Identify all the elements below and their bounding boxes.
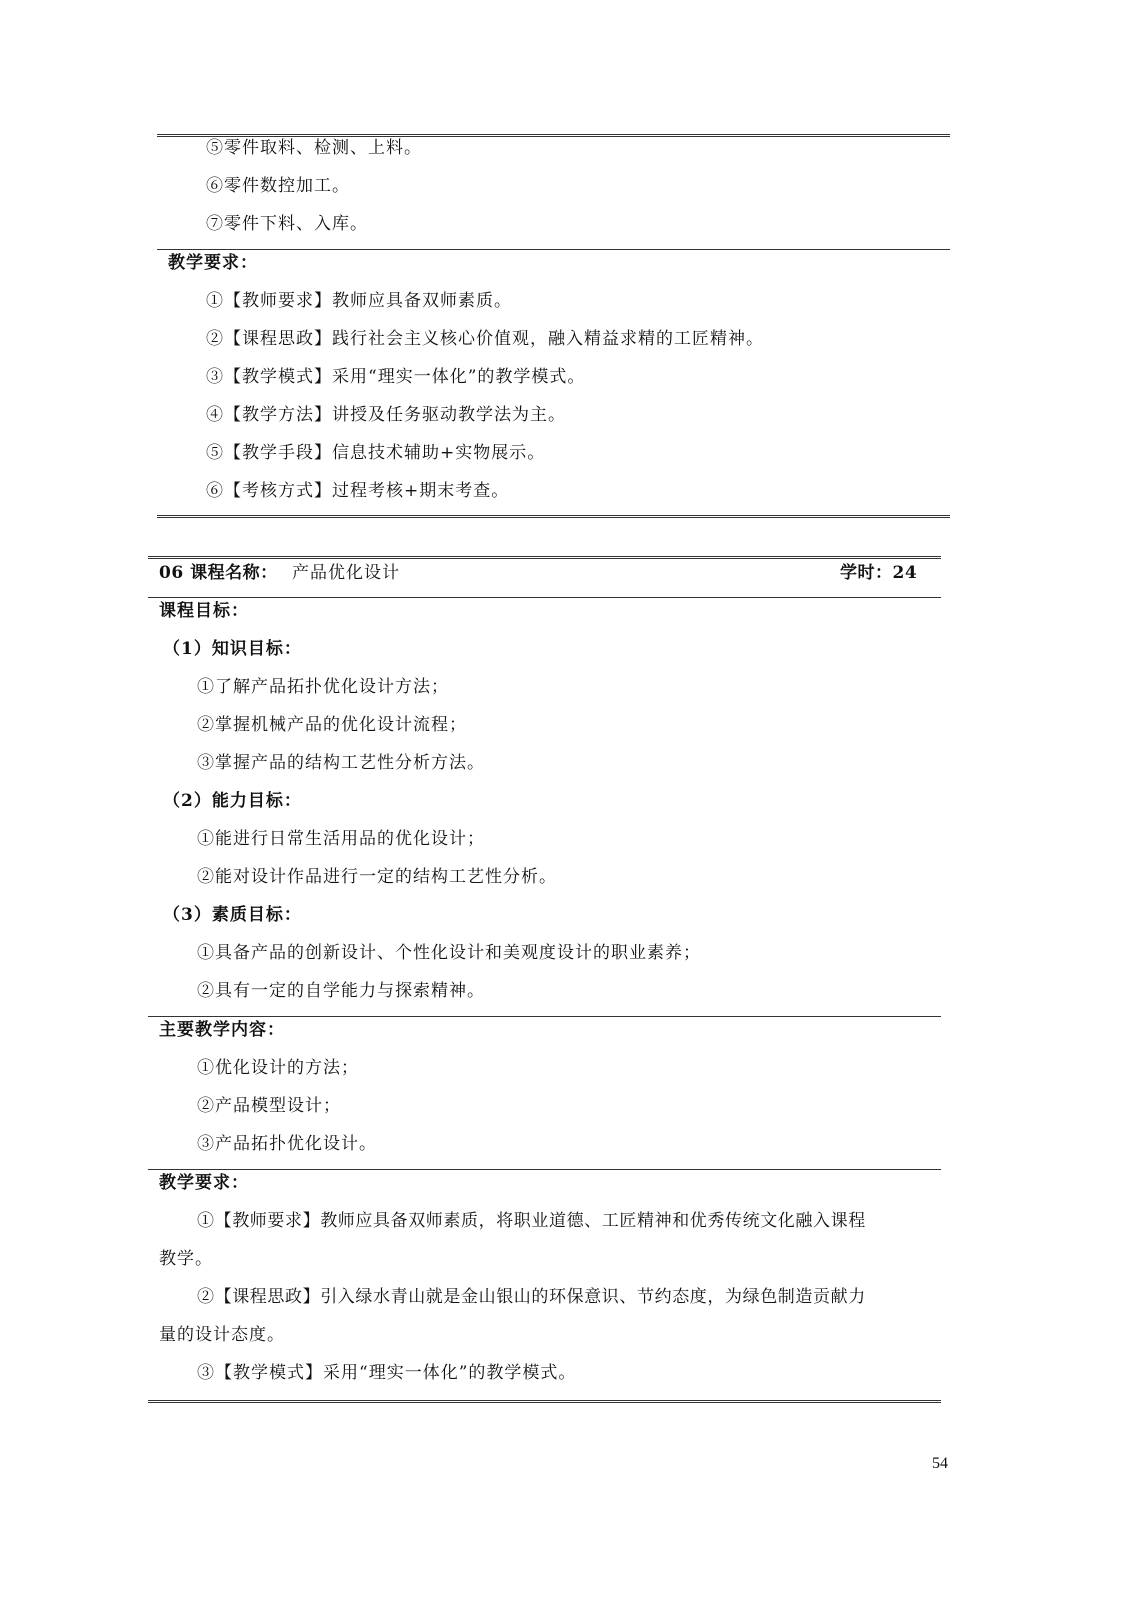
list-item: ③产品拓扑优化设计。	[197, 1134, 377, 1154]
course-name: 产品优化设计	[292, 563, 400, 583]
list-item: ②【课程思政】践行社会主义核心价值观，融入精益求精的工匠精神。	[206, 329, 764, 349]
table-bottom-rule	[157, 515, 950, 518]
list-item: ②能对设计作品进行一定的结构工艺性分析。	[197, 867, 557, 887]
requirement-line: 教学。	[159, 1249, 213, 1269]
teaching-requirements-heading: 教学要求：	[168, 253, 258, 273]
row-divider	[148, 1169, 941, 1170]
requirement-line: ①【教师要求】教师应具备双师素质，将职业道德、工匠精神和优秀传统文化融入课程	[197, 1211, 866, 1231]
page-number: 54	[932, 1455, 948, 1472]
quality-heading: （3）素质目标：	[163, 905, 302, 925]
course-hours: 学时：24	[840, 563, 918, 583]
list-item: ⑤【教学手段】信息技术辅助+实物展示。	[206, 443, 546, 463]
course-table-bottom-rule	[148, 1400, 941, 1403]
list-item: ①优化设计的方法；	[197, 1058, 359, 1078]
requirement-line: ②【课程思政】引入绿水青山就是金山银山的环保意识、节约态度，为绿色制造贡献力	[197, 1287, 866, 1307]
list-item: ①【教师要求】教师应具备双师素质。	[206, 291, 512, 311]
list-item: ②产品模型设计；	[197, 1096, 341, 1116]
objectives-heading: 课程目标：	[159, 601, 249, 621]
content-heading: 主要教学内容：	[159, 1020, 285, 1040]
ability-heading: （2）能力目标：	[163, 791, 302, 811]
list-item: ②具有一定的自学能力与探索精神。	[197, 981, 485, 1001]
requirement-line: ③【教学模式】采用“理实一体化”的教学模式。	[197, 1363, 577, 1383]
row-divider	[148, 597, 941, 598]
list-item: ③掌握产品的结构工艺性分析方法。	[197, 753, 485, 773]
requirement-line: 量的设计态度。	[159, 1325, 285, 1345]
course-number-label: 06 课程名称：	[159, 563, 278, 583]
requirements-heading: 教学要求：	[159, 1173, 249, 1193]
row-divider	[157, 249, 950, 250]
course-table-top-rule	[148, 556, 941, 559]
list-item: ⑤零件取料、检测、上料。	[206, 138, 422, 158]
list-item: ①具备产品的创新设计、个性化设计和美观度设计的职业素养；	[197, 943, 701, 963]
list-item: ⑥零件数控加工。	[206, 176, 350, 196]
list-item: ③【教学模式】采用“理实一体化”的教学模式。	[206, 367, 586, 387]
list-item: ①能进行日常生活用品的优化设计；	[197, 829, 485, 849]
list-item: ⑦零件下料、入库。	[206, 214, 368, 234]
list-item: ④【教学方法】讲授及任务驱动教学法为主。	[206, 405, 566, 425]
list-item: ⑥【考核方式】过程考核+期末考查。	[206, 481, 510, 501]
row-divider	[148, 1016, 941, 1017]
list-item: ②掌握机械产品的优化设计流程；	[197, 715, 467, 735]
knowledge-heading: （1）知识目标：	[163, 639, 302, 659]
list-item: ①了解产品拓扑优化设计方法；	[197, 677, 449, 697]
